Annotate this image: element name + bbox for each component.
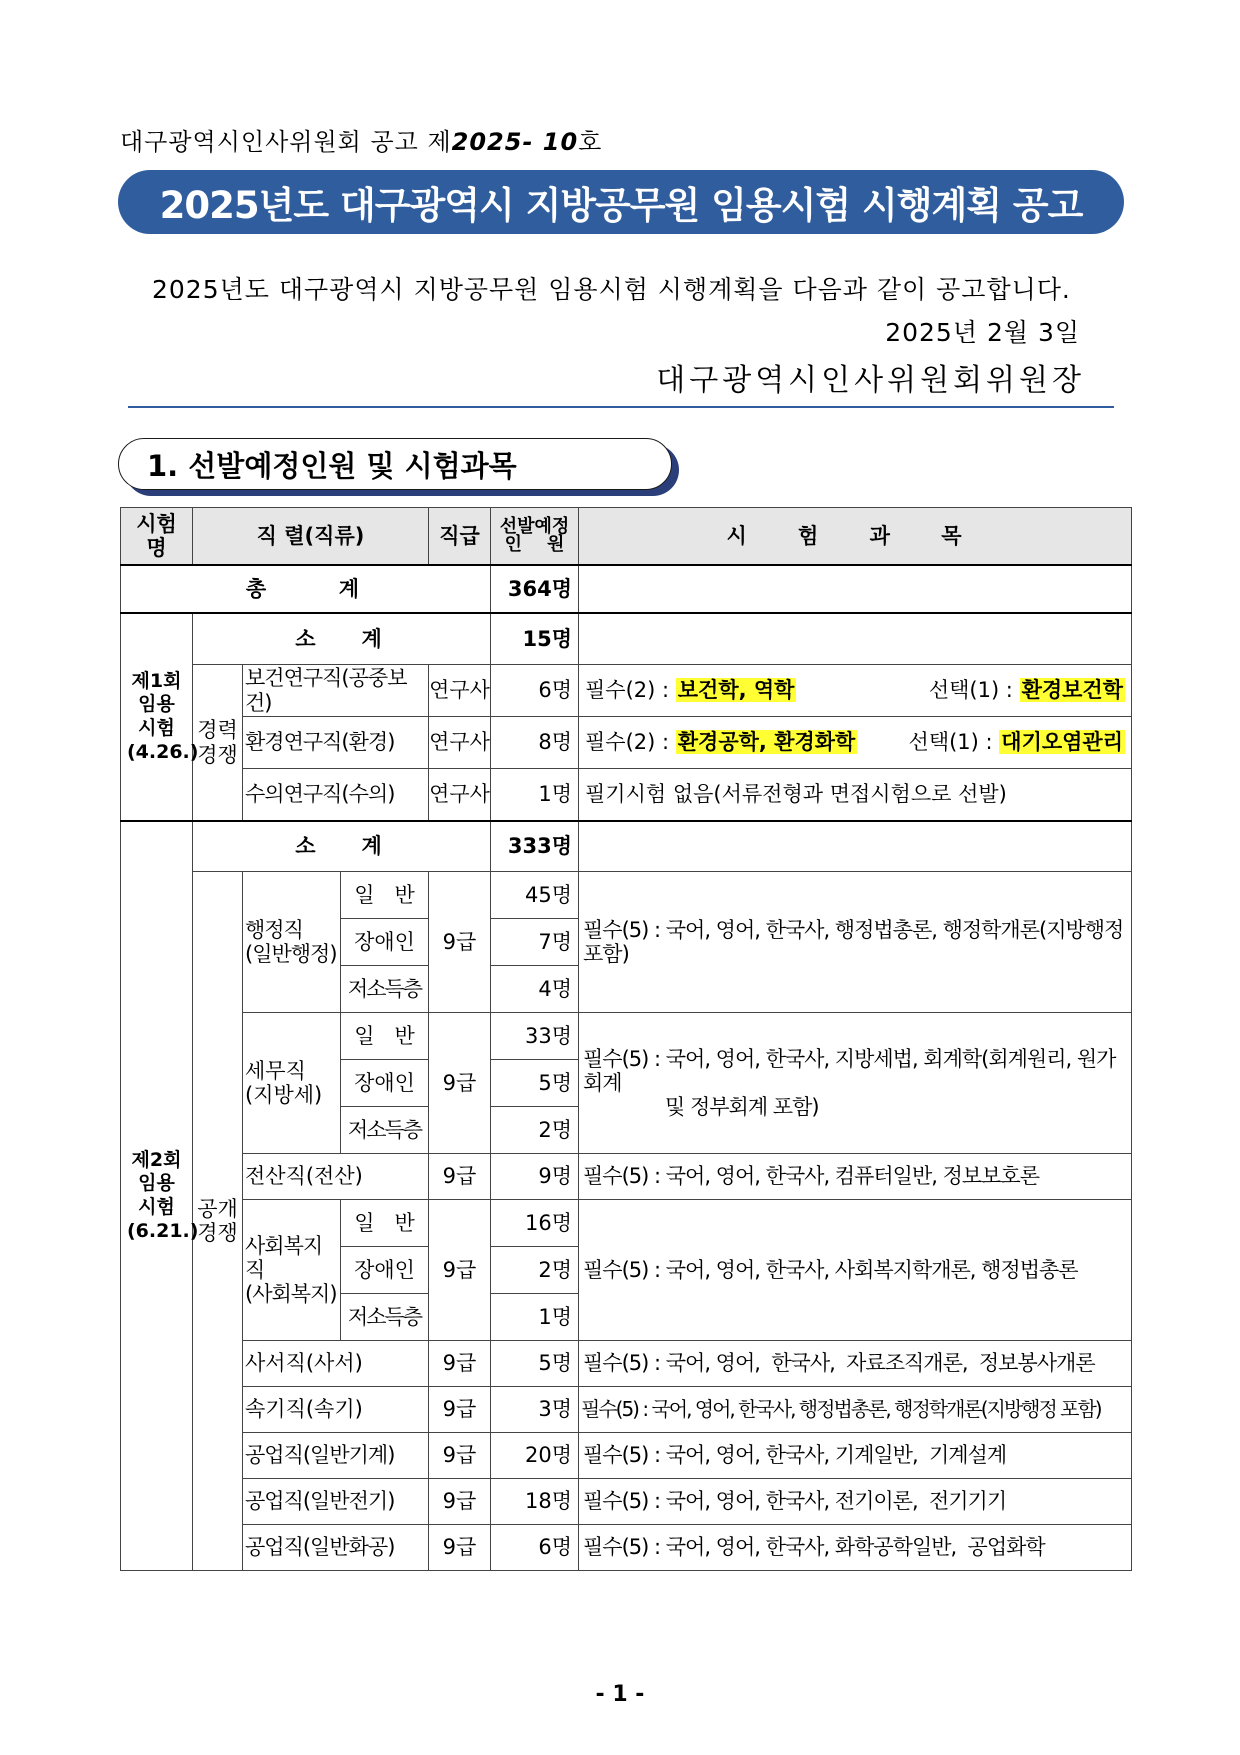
notice-suffix: 호 — [578, 128, 603, 156]
grade: 9급 — [429, 1341, 491, 1387]
header-quota — [491, 508, 579, 566]
grade: 9급 — [429, 1013, 491, 1154]
required-label: 필수(2) : — [585, 730, 676, 755]
optional-label: 선택(1) : — [928, 678, 1020, 703]
subjects: 필수(5) : 국어, 영어, 한국사, 행정법총론, 행정학개론(지방행정 포함) — [579, 1387, 1132, 1433]
exam2-name-line1: 제2회 — [131, 1148, 182, 1171]
subjects: 필수(5) : 국어, 영어, 한국사, 컴퓨터일반, 정보보호론 — [579, 1154, 1132, 1200]
optional-label: 선택(1) : — [908, 730, 1000, 755]
table-row — [121, 1013, 1132, 1060]
count: 3명 — [491, 1387, 579, 1433]
header-subjects: 시 험 과 목 — [579, 508, 1132, 566]
recruit-type: 일 반 — [341, 1013, 429, 1060]
header-series: 직 렬(직류) — [193, 508, 429, 566]
series-name: 공업직(일반기계) — [243, 1433, 429, 1479]
series-name: 환경연구직(환경) — [243, 717, 429, 769]
table-row — [121, 717, 1132, 769]
table-row — [121, 821, 1132, 872]
exam2-name-line3: 시험 — [138, 1196, 175, 1218]
count: 4명 — [491, 966, 579, 1013]
grade: 9급 — [429, 872, 491, 1013]
exam1-name-line4: (4.26.) — [127, 740, 199, 763]
count: 5명 — [491, 1060, 579, 1107]
required-subjects: 환경공학, 환경화학 — [677, 730, 856, 755]
subjects: 필수(5) : 국어, 영어, 한국사, 사회복지학개론, 행정법총론 — [579, 1200, 1132, 1341]
grade: 연구사 — [429, 717, 491, 769]
recruit-type: 장애인 — [341, 1247, 429, 1294]
subjects — [579, 717, 1132, 769]
notice-prefix: 대구광역시인사위원회 공고 제 — [120, 128, 452, 156]
required-subjects: 보건학, 역학 — [677, 678, 795, 703]
count: 18명 — [491, 1479, 579, 1525]
grade: 연구사 — [429, 769, 491, 822]
subjects: 필수(5) : 국어, 영어, 한국사, 자료조직개론, 정보봉사개론 — [579, 1341, 1132, 1387]
exam1-name-line2: 임용 — [138, 693, 175, 716]
exam1-name-line1: 제1회 — [131, 669, 182, 692]
header-grade: 직급 — [429, 508, 491, 566]
table-row — [121, 1525, 1132, 1571]
exam2-name-line2: 임용 — [138, 1172, 175, 1195]
table-row — [121, 1154, 1132, 1200]
exam2-subtotal-count: 333명 — [491, 821, 579, 872]
table-row — [121, 769, 1132, 822]
exam2-subtotal-subjects — [579, 821, 1132, 872]
table-row — [121, 1341, 1132, 1387]
recruit-type: 일 반 — [341, 872, 429, 919]
total-count: 364명 — [491, 565, 579, 613]
divider — [128, 406, 1114, 408]
subjects-line1: 필수(5) : 국어, 영어, 한국사, 지방세법, 회계학(회계원리, 원가회계 — [583, 1046, 1116, 1095]
table-row — [121, 1479, 1132, 1525]
count: 2명 — [491, 1247, 579, 1294]
section-heading: 1. 선발예정인원 및 시험과목 — [118, 438, 672, 490]
recruit-type: 저소득층 — [341, 1294, 429, 1341]
series-name: 전산직(전산) — [243, 1154, 429, 1200]
table-row — [121, 872, 1132, 919]
series-name: 세무직 (지방세) — [243, 1013, 341, 1154]
table-row — [121, 665, 1132, 717]
count: 9명 — [491, 1154, 579, 1200]
recruit-type: 장애인 — [341, 919, 429, 966]
exam-table — [120, 507, 1132, 1571]
subjects: 필수(5) : 국어, 영어, 한국사, 행정법총론, 행정학개론(지방행정 포함) — [579, 872, 1132, 1013]
recruit-type: 장애인 — [341, 1060, 429, 1107]
subjects-line2: 및 정부회계 포함) — [665, 1095, 819, 1120]
optional-subjects: 환경보건학 — [1021, 678, 1123, 703]
count: 45명 — [491, 872, 579, 919]
exam2-name — [121, 821, 199, 1571]
table-row — [121, 1433, 1132, 1479]
count: 6명 — [491, 1525, 579, 1571]
series-name: 사회복지직 (사회복지) — [243, 1200, 341, 1341]
series-name: 수의연구직(수의) — [243, 769, 429, 822]
exam1-name — [121, 613, 199, 821]
subjects-note: 필기시험 없음(서류전형과 면접시험으로 선발) — [579, 769, 1132, 822]
series-name: 행정직 (일반행정) — [243, 872, 341, 1013]
series-name: 공업직(일반전기) — [243, 1479, 429, 1525]
subjects: 필수(5) : 국어, 영어, 한국사, 기계일반, 기계설계 — [579, 1433, 1132, 1479]
table-row — [121, 565, 1132, 613]
exam2-name-line4: (6.21.) — [127, 1219, 199, 1242]
count: 8명 — [491, 717, 579, 769]
optional-subjects: 대기오염관리 — [1001, 730, 1123, 755]
recruit-type: 일 반 — [341, 1200, 429, 1247]
series-name: 속기직(속기) — [243, 1387, 429, 1433]
series-name: 공업직(일반화공) — [243, 1525, 429, 1571]
grade: 9급 — [429, 1479, 491, 1525]
count: 1명 — [491, 769, 579, 822]
page-title: 2025년도 대구광역시 지방공무원 임용시험 시행계획 공고 — [118, 170, 1124, 234]
intro-text: 2025년도 대구광역시 지방공무원 임용시험 시행계획을 다음과 같이 공고합니다. — [152, 275, 1071, 304]
exam2-competition: 공개 경쟁 — [193, 872, 243, 1571]
recruit-type: 저소득층 — [341, 1107, 429, 1154]
series-name: 보건연구직(공중보건) — [243, 665, 429, 717]
count: 16명 — [491, 1200, 579, 1247]
notice-date: 2025년 2월 3일 — [885, 318, 1080, 347]
recruit-type: 저소득층 — [341, 966, 429, 1013]
total-subjects — [579, 565, 1132, 613]
table-row — [121, 613, 1132, 665]
required-label: 필수(2) : — [585, 678, 676, 703]
exam1-subtotal-count: 15명 — [491, 613, 579, 665]
subjects: 필수(5) : 국어, 영어, 한국사, 화학공학일반, 공업화학 — [579, 1525, 1132, 1571]
exam1-competition: 경력 경쟁 — [193, 665, 243, 822]
grade: 9급 — [429, 1154, 491, 1200]
header-quota-line1: 선발예정 — [499, 516, 570, 537]
exam1-subtotal-subjects — [579, 613, 1132, 665]
subjects: 필수(5) : 국어, 영어, 한국사, 전기이론, 전기기기 — [579, 1479, 1132, 1525]
exam2-subtotal-label: 소 계 — [193, 821, 491, 872]
grade: 9급 — [429, 1433, 491, 1479]
subjects — [579, 1013, 1132, 1154]
subjects — [579, 665, 1132, 717]
table-header — [121, 508, 1132, 566]
notice-number-value: 2025- 10 — [451, 128, 579, 156]
header-quota-line2: 인 원 — [504, 534, 565, 555]
count: 6명 — [491, 665, 579, 717]
count: 20명 — [491, 1433, 579, 1479]
exam1-name-line3: 시험 — [138, 717, 175, 739]
count: 2명 — [491, 1107, 579, 1154]
table-row — [121, 1387, 1132, 1433]
notice-number — [120, 122, 602, 157]
page-number: - 1 - — [595, 1682, 645, 1707]
grade: 9급 — [429, 1387, 491, 1433]
count: 7명 — [491, 919, 579, 966]
table-row — [121, 1200, 1132, 1247]
signer: 대구광역시인사위원회위원장 — [656, 363, 1085, 398]
grade: 9급 — [429, 1200, 491, 1341]
total-label: 총 계 — [121, 565, 491, 613]
count: 33명 — [491, 1013, 579, 1060]
exam1-subtotal-label: 소 계 — [193, 613, 491, 665]
count: 5명 — [491, 1341, 579, 1387]
grade: 9급 — [429, 1525, 491, 1571]
header-exam: 시험명 — [121, 508, 193, 566]
series-name: 사서직(사서) — [243, 1341, 429, 1387]
count: 1명 — [491, 1294, 579, 1341]
grade: 연구사 — [429, 665, 491, 717]
